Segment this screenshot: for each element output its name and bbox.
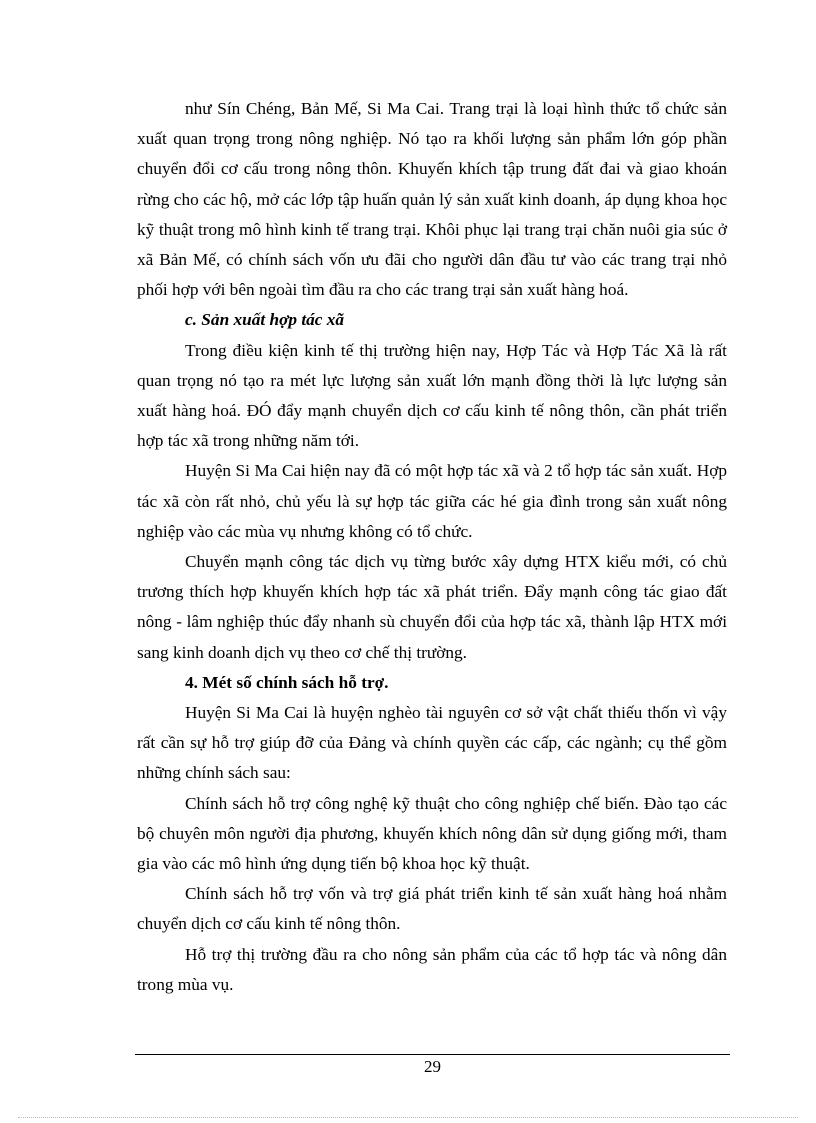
paragraph: Hỗ trợ thị trường đầu ra cho nông sản phẩm của các tổ hợp tác và nông dân trong mùa vụ. xyxy=(137,944,727,994)
paragraph: Huyện Si Ma Cai hiện nay đã có một hợp tác xã và 2 tổ hợp tác sản xuất. Hợp tác xã còn rất nhỏ, chủ yếu là sự hợp tác giữa các hé gia đình trong sản xuất nông nghiệp vào các mùa vụ nhưng không có tổ chức. xyxy=(137,461,727,541)
footer-rule xyxy=(135,1054,730,1055)
paragraph: Chính sách hỗ trợ công nghệ kỹ thuật cho công nghiệp chế biến. Đào tạo các bộ chuyên môn người địa phương, khuyến khích nông dân sử dụng giống mới, tham gia vào các mô hình ứng dụng tiến bộ khoa học kỹ thuật. xyxy=(137,793,727,874)
section-heading-cooperative: c. Sản xuất hợp tác xã xyxy=(185,310,345,330)
page-body xyxy=(137,94,727,1000)
section-heading-support-policies: 4. Mét số chính sách hỗ trợ. xyxy=(185,672,389,692)
paragraph: Huyện Si Ma Cai là huyện nghèo tài nguyên cơ sở vật chất thiếu thốn vì vậy rất cần sự hỗ trợ giúp đỡ của Đảng và chính quyền các cấp, các ngành; cụ thể gồm những chính sách sau: xyxy=(137,703,727,783)
page-edge-divider xyxy=(18,1117,798,1118)
page-number: 29 xyxy=(424,1057,441,1076)
paragraph-continuation: như Sín Chéng, Bản Mế, Si Ma Cai. Trang trại là loại hình thức tổ chức sản xuất quan trọng trong nông nghiệp. Nó tạo ra khối lượng sản phẩm lớn góp phần chuyển đổi cơ cấu trong nông thôn. Khuyến khích tập trung đất đai và giao khoán rừng cho các hộ, mở các lớp tập huấn quản lý sản xuất kinh doanh, áp dụng khoa học kỹ thuật trong mô hình kinh tế trang trại. Khôi phục lại trang trại chăn nuôi gia súc ở xã Bản Mế, có chính sách vốn ưu đãi cho người dân đầu tư vào các trang trại nhỏ phối hợp với bên ngoài tìm đầu ra cho các trang trại sản xuất hàng hoá. xyxy=(137,99,727,300)
paragraph: Trong điều kiện kinh tế thị trường hiện nay, Hợp Tác và Hợp Tác Xã là rất quan trọng nó tạo ra mét lực lượng sản xuất lớn mạnh đồng thời là lực lượng sản xuất hàng hoá. ĐÓ đẩy mạnh chuyển dịch cơ cấu kinh tế nông thôn, cần phát triển hợp tác xã trong những năm tới. xyxy=(137,340,727,451)
paragraph: Chính sách hỗ trợ vốn và trợ giá phát triển kinh tế sản xuất hàng hoá nhằm chuyển dịch cơ cấu kinh tế nông thôn. xyxy=(137,884,727,934)
paragraph: Chuyển mạnh công tác dịch vụ từng bước xây dựng HTX kiểu mới, có chủ trương thích hợp khuyến khích hợp tác xã phát triển. Đẩy mạnh công tác giao đất nông - lâm nghiệp thúc đẩy nhanh sù chuyển đổi của hợp tác xã, thành lập HTX mới sang kinh doanh dịch vụ theo cơ chế thị trường. xyxy=(137,552,727,662)
